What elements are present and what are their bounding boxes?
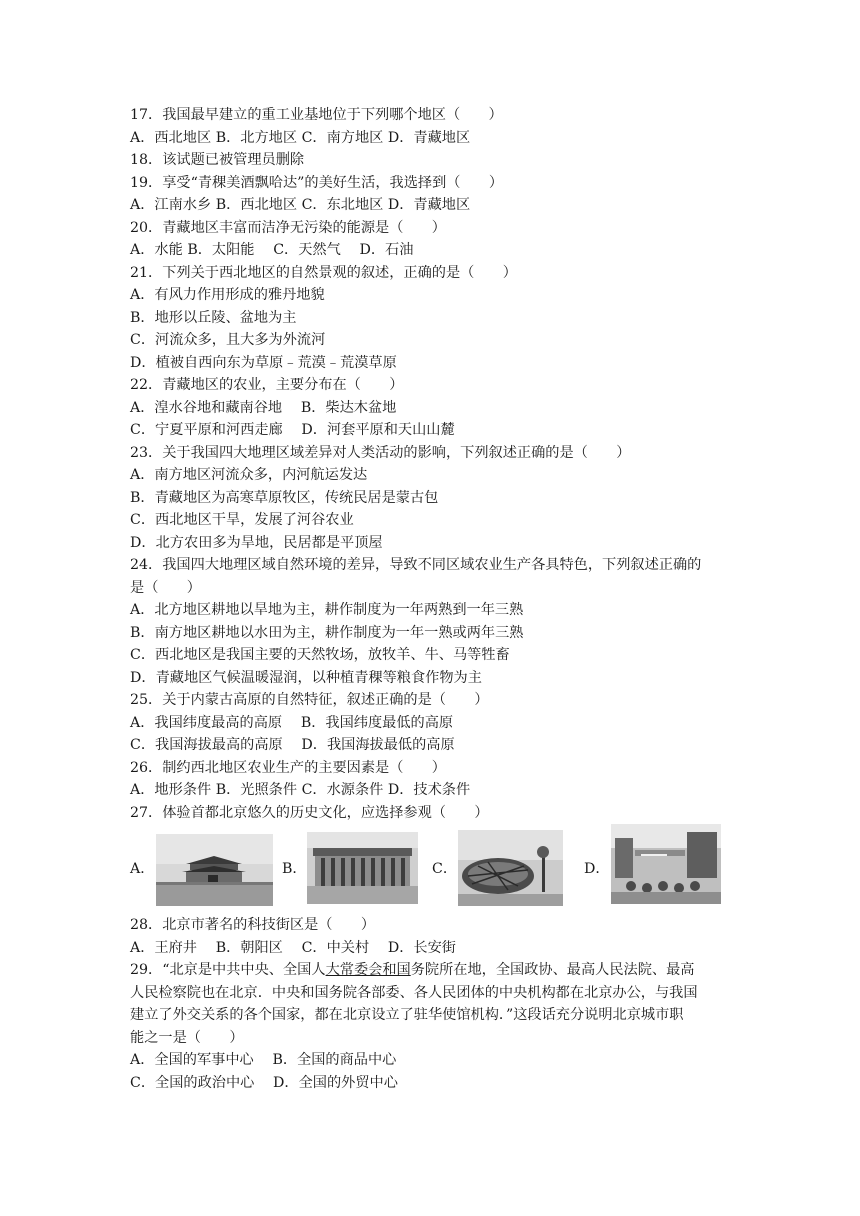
q27-label-b: B． — [282, 861, 307, 877]
q21-stem: 21．下列关于西北地区的自然景观的叙述，正确的是（ ） — [130, 264, 517, 281]
q21-option-d: D．植被自西向东为草原﹣荒漠﹣荒漠草原 — [130, 354, 397, 371]
q29-options-cd: C．全国的政治中心 D．全国的外贸中心 — [130, 1074, 398, 1091]
q29-stem-line3: 建立了外交关系的各个国家，都在北京设立了驻华使馆机构．”这段话充分说明北京城市职 — [130, 1007, 684, 1023]
q24-option-c: C．西北地区是我国主要的天然牧场，放牧羊、牛、马等牲畜 — [130, 647, 510, 663]
q27-label-a: A． — [130, 861, 155, 877]
q26-options: A．地形条件 B．光照条件 C．水源条件 D．技术条件 — [130, 782, 471, 798]
q29-stem-part1: 29．“北京是中共中央、全国人 — [130, 962, 326, 978]
q23-option-d: D．北方农田多为旱地，民居都是平顶屋 — [130, 534, 383, 551]
q21-option-c: C．河流众多，且大多为外流河 — [130, 332, 326, 348]
birds-nest-stadium-photo — [458, 830, 563, 906]
q20-options: A．水能 B．太阳能 C．天然气 D．石油 — [130, 242, 414, 258]
q19-stem: 19．享受“青稞美酒飘哈达”的美好生活，我选择到（ ） — [130, 174, 504, 191]
q23-option-a: A．南方地区河流众多，内河航运发达 — [130, 467, 368, 483]
q28-options: A．王府井 B．朝阳区 C．中关村 D．长安街 — [130, 939, 456, 956]
q24-option-a: A．北方地区耕地以旱地为主，耕作制度为一年两熟到一年三熟 — [130, 602, 524, 618]
q28-stem: 28．北京市著名的科技街区是（ ） — [130, 917, 376, 933]
q29-stem-line2: 人民检察院也在北京．中央和国务院各部委、各人民团体的中央机构都在北京办公，与我国 — [130, 984, 698, 1001]
q24-option-b: B．南方地区耕地以水田为主，耕作制度为一年一熟或两年三熟 — [130, 624, 524, 641]
q22-options-ab: A．湟水谷地和藏南谷地 B．柴达木盆地 — [130, 399, 397, 416]
q22-options-cd: C．宁夏平原和河西走廊 D．河套平原和天山山麓 — [130, 422, 455, 438]
q24-option-d: D．青藏地区气候温暖湿润，以种植青稞等粮食作物为主 — [130, 669, 482, 686]
q27-label-d: D． — [584, 861, 610, 877]
q29-stem-line4: 能之一是（ ） — [130, 1029, 244, 1046]
q29-stem-line1 — [130, 959, 740, 982]
q24-stem-line2: 是（ ） — [130, 579, 201, 596]
q27-label-c: C． — [432, 861, 458, 877]
exam-page — [130, 104, 740, 1094]
q29-options-ab: A．全国的军事中心 B．全国的商品中心 — [130, 1052, 397, 1068]
q27-image-options — [130, 824, 740, 914]
q17-stem: 17．我国最早建立的重工业基地位于下列哪个地区（ ） — [130, 107, 503, 123]
q24-stem-line1: 24．我国四大地理区域自然环境的差异，导致不同区域农业生产各具特色，下列叙述正确的 — [130, 557, 702, 573]
q27-stem: 27．体验首都北京悠久的历史文化，应选择参观（ ） — [130, 804, 489, 821]
q18-stem: 18．该试题已被管理员删除 — [130, 152, 305, 168]
q23-stem: 23．关于我国四大地理区域差异对人类活动的影响，下列叙述正确的是（ ） — [130, 444, 631, 461]
forbidden-city-photo — [156, 834, 273, 906]
q25-options-ab: A．我国纬度最高的高原 B．我国纬度最低的高原 — [130, 714, 454, 731]
q23-option-b: B．青藏地区为高寒草原牧区，传统民居是蒙古包 — [130, 489, 439, 506]
q25-stem: 25．关于内蒙古高原的自然特征，叙述正确的是（ ） — [130, 692, 489, 708]
q29-stem-underlined: 大常委会和国 — [325, 962, 411, 978]
q17-options: A．西北地区 B．北方地区 C．南方地区 D．青藏地区 — [130, 129, 471, 146]
q26-stem: 26．制约西北地区农业生产的主要因素是（ ） — [130, 759, 446, 776]
q25-options-cd: C．我国海拔最高的高原 D．我国海拔最低的高原 — [130, 737, 455, 753]
great-hall-photo — [307, 832, 418, 904]
street-scene-photo — [611, 824, 721, 904]
q20-stem: 20．青藏地区丰富而洁净无污染的能源是（ ） — [130, 219, 446, 236]
q23-option-c: C．西北地区干旱，发展了河谷农业 — [130, 512, 354, 528]
q19-options: A．江南水乡 B．西北地区 C．东北地区 D．青藏地区 — [130, 197, 471, 213]
q22-stem: 22．青藏地区的农业，主要分布在（ ） — [130, 377, 404, 393]
q29-stem-part2: 务院所在地，全国政协、最高人民法院、最高 — [410, 962, 695, 978]
q21-option-a: A．有风力作用形成的雅丹地貌 — [130, 287, 325, 303]
q21-option-b: B．地形以丘陵、盆地为主 — [130, 309, 297, 326]
